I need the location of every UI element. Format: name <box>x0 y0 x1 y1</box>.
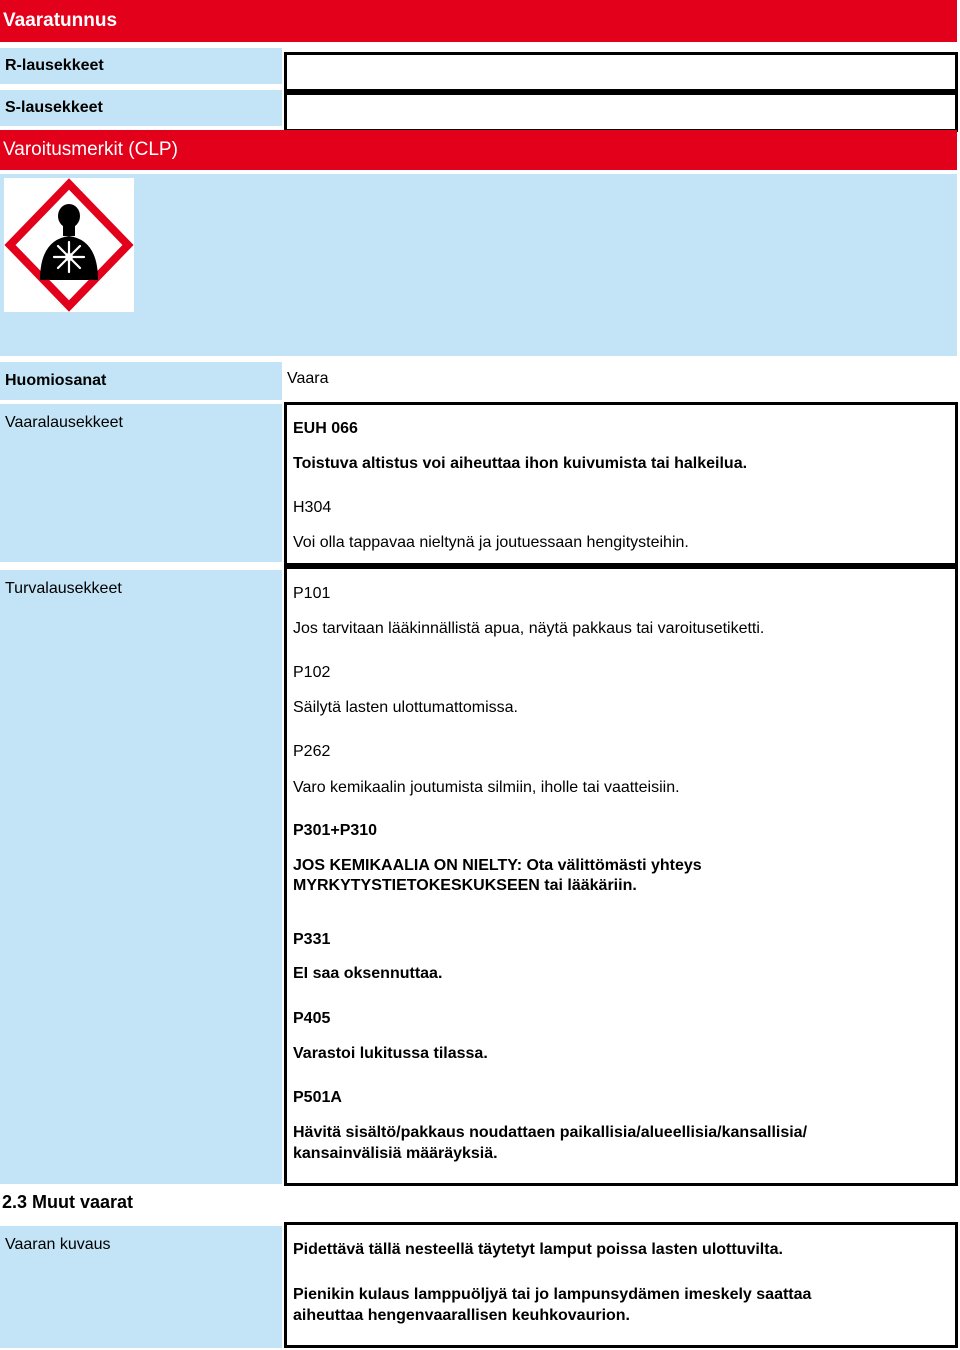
precaution-text: kansainvälisiä määräyksiä. <box>293 1145 498 1162</box>
precaution-text: Jos tarvitaan lääkinnällistä apua, näytä pakkaus tai varoitusetiketti. <box>293 620 765 637</box>
turvalausekkeet-label <box>0 570 282 1184</box>
vaaralausekkeet-label-text: Vaaralausekkeet <box>5 414 123 431</box>
section-header-clp <box>0 130 957 170</box>
s-lausekkeet-label: S-lausekkeet <box>0 90 282 126</box>
huomiosanat-value: Vaara <box>287 370 329 387</box>
description-text: aiheuttaa hengenvaarallisen keuhkovaurion. <box>293 1307 630 1324</box>
r-lausekkeet-value-box <box>284 52 958 92</box>
precaution-code: P331 <box>293 931 331 948</box>
r-lausekkeet-label: R-lausekkeet <box>0 48 282 84</box>
hazard-text: Voi olla tappavaa nieltynä ja joutuessaan hengitysteihin. <box>293 534 689 551</box>
description-text: Pidettävä tällä nesteellä täytetyt lamput poissa lasten ulottuvilta. <box>293 1241 783 1258</box>
precaution-text: JOS KEMIKAALIA ON NIELTY: Ota välittömästi yhteys <box>293 857 702 874</box>
hazard-text: Toistuva altistus voi aiheuttaa ihon kuivumista tai halkeilua. <box>293 455 748 472</box>
hazard-code: H304 <box>293 499 332 516</box>
pictogram-area <box>0 174 957 356</box>
section-title: Vaaratunnus <box>3 10 118 31</box>
s-lausekkeet-value-box <box>284 92 958 132</box>
precaution-text: Varo kemikaalin joutumista silmiin, iholle tai vaatteisiin. <box>293 779 680 796</box>
precaution-code: P301+P310 <box>293 822 378 839</box>
precaution-text: Varastoi lukitussa tilassa. <box>293 1045 488 1062</box>
health-hazard-icon <box>4 178 134 312</box>
turvalausekkeet-box <box>284 566 958 1186</box>
clp-title: Varoitusmerkit (CLP) <box>3 139 178 160</box>
hazard-code: EUH 066 <box>293 420 358 437</box>
vaaran-kuvaus-label <box>0 1226 282 1348</box>
precaution-text: MYRKYTYSTIETOKESKUKSEEN tai lääkäriin. <box>293 877 637 894</box>
vaaran-kuvaus-label-text: Vaaran kuvaus <box>5 1236 111 1253</box>
precaution-code: P262 <box>293 743 331 760</box>
huomiosanat-label: Huomiosanat <box>0 362 282 400</box>
precaution-text: EI saa oksennuttaa. <box>293 965 443 982</box>
section-title-muut-vaarat: 2.3 Muut vaarat <box>2 1192 134 1212</box>
turvalausekkeet-label-text: Turvalausekkeet <box>5 580 122 597</box>
precaution-text: Säilytä lasten ulottumattomissa. <box>293 699 518 716</box>
precaution-code: P501A <box>293 1089 342 1106</box>
precaution-code: P405 <box>293 1010 331 1027</box>
vaaralausekkeet-label <box>0 404 282 562</box>
section-header-vaaratunnus <box>0 0 957 42</box>
precaution-text: Hävitä sisältö/pakkaus noudattaen paikallisia/alueellisia/kansallisia/ <box>293 1124 808 1141</box>
precaution-code: P101 <box>293 585 331 602</box>
description-text: Pienikin kulaus lamppuöljyä tai jo lampunsydämen imeskely saattaa <box>293 1286 812 1303</box>
precaution-code: P102 <box>293 664 331 681</box>
huomiosanat-value-box <box>284 360 958 398</box>
